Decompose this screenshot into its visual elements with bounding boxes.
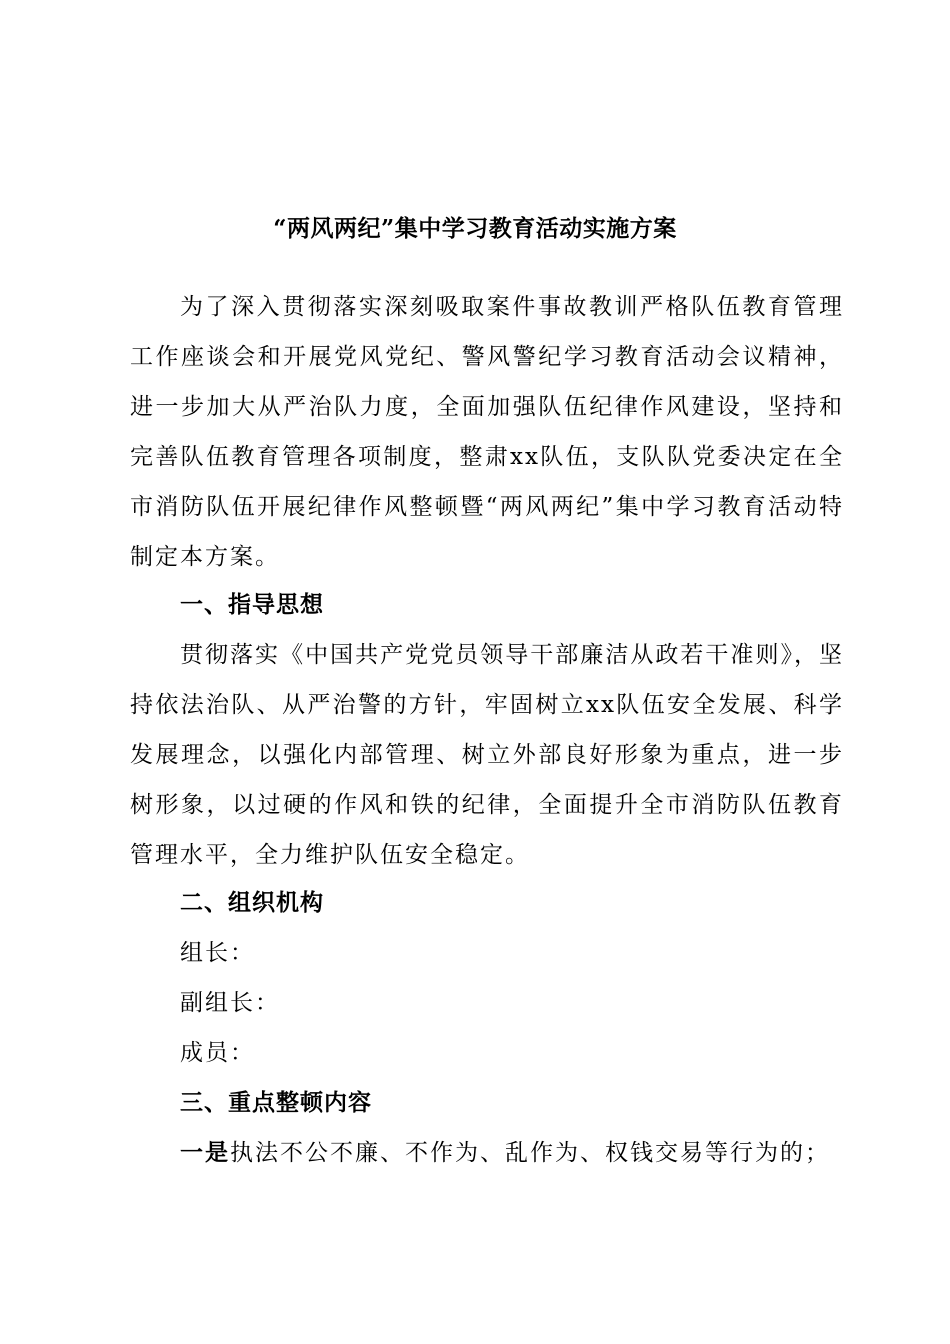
guiding-ideology-paragraph: 贯彻落实《中国共产党党员领导干部廉洁从政若干准则》，坚持依法治队、从严治警的方针，牢固树立xx队伍安全发展、科学发展理念，以强化内部管理、树立外部良好形象为重点，进一步树形象，以过硬的作风和铁的纪律，全面提升全市消防队伍教育管理水平，全力维护队伍安全稳定。	[130, 642, 844, 868]
section-heading-organization: 二、组织机构	[180, 889, 324, 916]
section-heading-guiding-ideology: 一、指导思想	[180, 591, 324, 618]
rectification-item-1	[180, 1128, 830, 1178]
document-title: “两风两纪”集中学习教育活动实施方案	[273, 215, 677, 242]
section-heading-key-rectification: 三、重点整顿内容	[180, 1089, 372, 1116]
organization-members-line: 成员：	[180, 1040, 255, 1066]
rectification-item-1-lead: 一是	[180, 1139, 230, 1166]
organization-deputy-line: 副组长：	[180, 990, 280, 1016]
organization-leader-line: 组长：	[180, 940, 255, 966]
intro-paragraph: 为了深入贯彻落实深刻吸取案件事故教训严格队伍教育管理工作座谈会和开展党风党纪、警风警纪学习教育活动会议精神，进一步加大从严治队力度，全面加强队伍纪律作风建设，坚持和完善队伍教育管理各项制度，整肃xx队伍，支队队党委决定在全市消防队伍开展纪律作风整顿暨“两风两纪”集中学习教育活动特制定本方案。	[130, 294, 844, 570]
rectification-item-1-text: 执法不公不廉、不作为、乱作为、权钱交易等行为的；	[230, 1140, 830, 1166]
